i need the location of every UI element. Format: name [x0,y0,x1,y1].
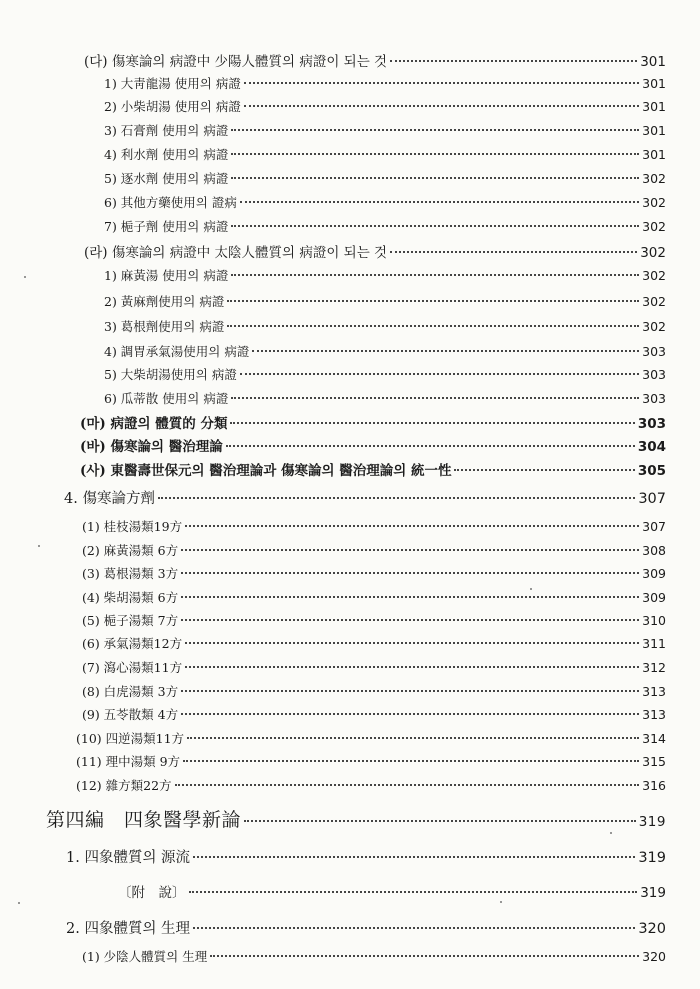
page-number: 305 [637,463,666,479]
leader-dots [390,60,637,62]
leader-dots [252,350,639,352]
leader-dots [181,619,639,621]
page-number: 302 [642,319,666,334]
leader-dots [227,325,639,327]
page-number: 304 [637,439,666,455]
leader-dots [227,300,639,302]
toc-entry [104,317,666,335]
entry-title: 1. 四象體質의 源流 [66,850,191,866]
toc-entry [84,241,666,261]
entry-title: (10) 四逆湯類11方 [76,731,185,746]
page-number: 315 [642,754,666,769]
leader-dots [181,596,639,598]
page-number: 303 [642,367,666,382]
entry-title: (12) 雜方類22方 [76,778,172,793]
leader-dots [210,955,639,957]
toc-entry [82,564,666,582]
entry-title: (9) 五苓散類 4方 [82,707,179,722]
toc-entry [104,266,666,284]
leader-dots [230,422,634,424]
scan-speck [24,276,26,278]
entry-title: (바) 傷寒論의 醫治理論 [80,439,223,455]
leader-dots [185,525,639,527]
entry-title: 4) 利水劑 使用의 病證 [104,147,229,162]
entry-title: 〔附 說〕 [118,885,186,901]
toc-part-heading [46,805,666,832]
leader-dots [244,820,636,822]
toc-entry [118,881,666,901]
toc-entry [104,145,666,163]
page-number: 308 [642,543,666,558]
entry-title: (2) 麻黃湯類 6方 [82,543,179,558]
page-number: 320 [638,921,666,937]
leader-dots [181,690,639,692]
toc-entry [76,776,666,794]
entry-title: (1) 少陰人體質의 生理 [82,949,208,964]
toc-entry [82,705,666,723]
toc-entry [104,169,666,187]
toc-section-entry [66,917,666,938]
page-number: 312 [642,660,666,675]
entry-title: (다) 傷寒論의 病證中 少陽人體質의 病證이 되는 것 [84,54,388,70]
leader-dots [231,129,639,131]
leader-dots [244,105,639,107]
page-number: 302 [642,195,666,210]
leader-dots [231,153,639,155]
entry-title: 1) 麻黃湯 使用의 病證 [104,268,229,283]
entry-title: 2. 四象體質의 生理 [66,921,191,937]
toc-entry [82,588,666,606]
page-number: 301 [640,54,666,70]
entry-title: (라) 傷寒論의 病證中 太陰人體質의 病證이 되는 것 [84,245,388,261]
scan-speck [38,545,40,547]
entry-title: (8) 白虎湯類 3方 [82,684,179,699]
page-number: 303 [637,416,666,432]
toc-entry [82,611,666,629]
entry-title: (11) 理中湯類 9方 [76,754,181,769]
leader-dots [181,572,639,574]
leader-dots [183,760,639,762]
page-number: 316 [642,778,666,793]
toc-entry [104,217,666,235]
entry-title: 3) 石膏劑 使用의 病證 [104,123,229,138]
toc-entry [82,634,666,652]
leader-dots [193,927,635,929]
entry-title: 4) 調胃承氣湯使用의 病證 [104,344,250,359]
toc-entry [104,97,666,115]
leader-dots [240,373,639,375]
toc-entry [80,459,666,479]
leader-dots [185,666,639,668]
toc-entry [82,658,666,676]
entry-title: 5) 大柴胡湯使用의 病證 [104,367,237,382]
entry-title: 第四編 四象醫學新論 [46,809,242,831]
leader-dots [226,445,635,447]
leader-dots [244,82,639,84]
toc-entry [82,682,666,700]
toc-entry [104,365,666,383]
toc-entry [104,292,666,310]
leader-dots [181,713,639,715]
leader-dots [454,469,634,471]
toc-entry [82,517,666,535]
leader-dots [231,274,639,276]
leader-dots [175,784,640,786]
page-number: 319 [638,814,666,830]
entry-title: 4. 傷寒論方劑 [64,491,155,507]
page-number: 314 [642,731,666,746]
leader-dots [231,225,639,227]
toc-entry [80,435,666,455]
scan-speck [530,588,532,590]
page-number: 307 [642,519,666,534]
page-number: 310 [642,613,666,628]
entry-title: (사) 東醫壽世保元의 醫治理論과 傷寒論의 醫治理論의 統一性 [80,463,452,479]
leader-dots [187,737,639,739]
leader-dots [185,642,639,644]
toc-entry [82,947,666,965]
leader-dots [240,201,639,203]
page-number: 320 [642,949,666,964]
entry-title: (1) 桂枝湯類19方 [82,519,183,534]
entry-title: 6) 瓜蒂散 使用의 病證 [104,391,229,406]
page-number: 302 [642,268,666,283]
toc-entry [104,121,666,139]
page-number: 301 [642,123,666,138]
scan-speck [610,832,612,834]
toc-entry [104,342,666,360]
page-number: 309 [642,566,666,581]
page-number: 301 [642,147,666,162]
toc-entry [82,541,666,559]
entry-title: 7) 梔子劑 使用의 病證 [104,219,229,234]
page-number: 303 [642,344,666,359]
page-number: 302 [640,245,666,261]
entry-title: (7) 瀉心湯類11方 [82,660,183,675]
entry-title: (4) 柴胡湯類 6方 [82,590,179,605]
page-number: 313 [642,707,666,722]
leader-dots [181,549,639,551]
page-number: 301 [642,99,666,114]
toc-entry [76,752,666,770]
toc-entry [104,193,666,211]
page-number: 319 [640,885,666,901]
toc-section-entry [64,487,666,508]
page-number: 319 [638,850,666,866]
page-number: 311 [642,636,666,651]
page-number: 313 [642,684,666,699]
entry-title: (마) 病證의 體質的 分類 [80,416,228,432]
entry-title: (5) 梔子湯類 7方 [82,613,179,628]
toc-entry [104,74,666,92]
page-number: 302 [642,294,666,309]
page-number: 302 [642,219,666,234]
entry-title: 1) 大靑龍湯 使用의 病證 [104,76,241,91]
scan-speck [18,902,20,904]
scan-speck [500,901,502,903]
leader-dots [231,177,639,179]
leader-dots [189,891,638,893]
toc-entry [76,729,666,747]
toc-entry [84,50,666,70]
leader-dots [193,856,635,858]
entry-title: 2) 黃麻劑使用의 病證 [104,294,225,309]
page-number: 302 [642,171,666,186]
page-number: 309 [642,590,666,605]
leader-dots [158,497,635,499]
entry-title: 5) 逐水劑 使用의 病證 [104,171,229,186]
entry-title: 3) 葛根劑使用의 病證 [104,319,225,334]
entry-title: 6) 其他方藥使用의 證病 [104,195,237,210]
leader-dots [231,397,639,399]
toc-entry [80,412,666,432]
leader-dots [390,251,637,253]
entry-title: 2) 小柴胡湯 使用의 病證 [104,99,241,114]
entry-title: (6) 承氣湯類12方 [82,636,183,651]
page-number: 303 [642,391,666,406]
page-number: 301 [642,76,666,91]
toc-entry [104,389,666,407]
page-number: 307 [638,491,666,507]
toc-section-entry [66,846,666,867]
entry-title: (3) 葛根湯類 3方 [82,566,179,581]
